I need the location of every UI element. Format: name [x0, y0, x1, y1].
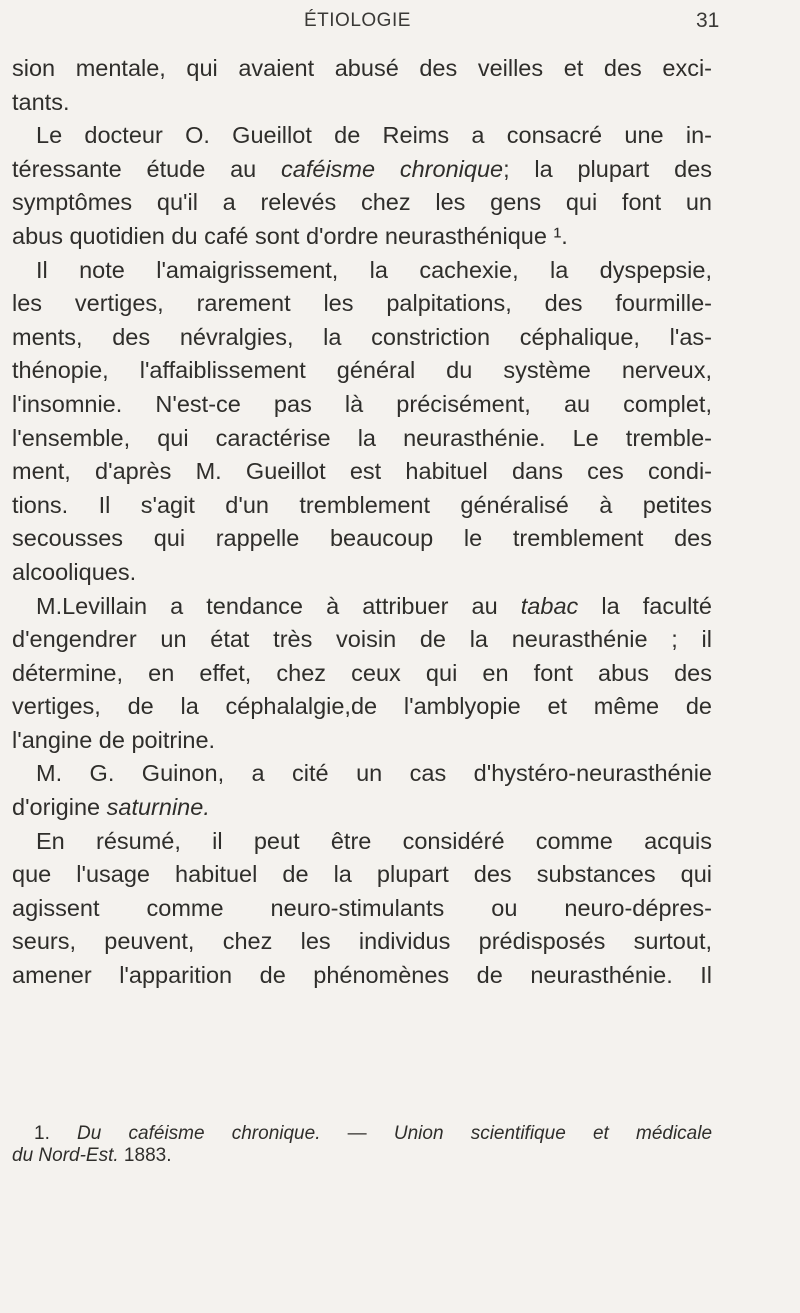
text-line: [12, 590, 712, 624]
text-line: [12, 119, 712, 153]
italic-text: Union scientifique et médicale: [393, 1123, 713, 1144]
italic-text: tabac: [520, 592, 579, 619]
text-line: [12, 321, 712, 355]
text-segment: d'engendrer un état très voisin de la neurasthénie ; il: [12, 626, 712, 653]
text-line: [12, 52, 712, 86]
text-segment: M.Levillain a tendance à attribuer au: [36, 592, 521, 619]
text-segment: l'angine de poitrine.: [12, 726, 216, 753]
running-title: ÉTIOLOGIE: [304, 10, 411, 31]
text-segment: vertiges, de la céphalalgie,de l'amblyopie et même de: [12, 693, 712, 720]
text-segment: En résumé, il peut être considéré comme acquis: [36, 827, 712, 854]
text-line: [12, 522, 712, 556]
text-segment: sion mentale, qui avaient abusé des veilles et des exci-: [12, 55, 712, 81]
text-line: [12, 892, 712, 926]
text-line: [12, 254, 712, 288]
text-segment: Il note l'amaigrissement, la cachexie, la dyspepsie,: [36, 256, 712, 283]
text-line: [12, 422, 712, 456]
text-segment: détermine, en effet, chez ceux qui en font abus des: [12, 659, 712, 686]
text-segment: secousses qui rappelle beaucoup le tremblement des: [12, 525, 712, 552]
text-segment: tants.: [12, 88, 70, 115]
text-segment: l'insomnie. N'est-ce pas là précisément, au complet,: [12, 390, 712, 417]
text-segment: Le docteur O. Gueillot de Reims a consacré une in-: [36, 122, 712, 149]
italic-text: Du caféisme chronique.: [77, 1123, 321, 1144]
text-line: [12, 623, 712, 657]
text-segment: 1883.: [118, 1145, 172, 1166]
footnote-line: [12, 1123, 712, 1145]
text-line: [12, 489, 712, 523]
text-line: [12, 757, 712, 791]
text-segment: les vertiges, rarement les palpitations, des fourmille-: [12, 290, 712, 317]
text-segment: —: [320, 1123, 394, 1144]
text-segment: que l'usage habituel de la plupart des substances qui: [12, 861, 712, 888]
text-segment: d'origine: [12, 794, 107, 821]
text-segment: symptômes qu'il a relevés chez les gens qui font un: [12, 189, 712, 216]
text-segment: M. G. Guinon, a cité un cas d'hystéro-neurasthénie: [36, 760, 712, 787]
footnote-line: [12, 1145, 712, 1167]
text-segment: 1.: [34, 1123, 78, 1144]
text-line: [12, 354, 712, 388]
italic-text: saturnine.: [106, 794, 210, 821]
text-line: [12, 86, 712, 120]
text-segment: l'ensemble, qui caractérise la neurasthénie. Le tremble-: [12, 424, 712, 451]
text-segment: ments, des névralgies, la constriction céphalique, l'as-: [12, 323, 712, 350]
text-line: [12, 959, 712, 993]
text-line: [12, 186, 712, 220]
text-segment: la faculté: [578, 592, 713, 619]
italic-text: caféisme chronique: [281, 155, 504, 182]
footnote: [12, 1123, 712, 1167]
text-segment: alcooliques.: [12, 558, 137, 585]
text-line: [12, 388, 712, 422]
text-segment: thénopie, l'affaiblissement général du système nerveux,: [12, 357, 712, 384]
text-segment: téressante étude au: [12, 155, 282, 182]
italic-text: du Nord-Est.: [12, 1145, 119, 1166]
text-segment: seurs, peuvent, chez les individus prédisposés surtout,: [12, 928, 712, 955]
page-header: [0, 10, 800, 46]
text-segment: amener l'apparition de phénomènes de neurasthénie. Il: [12, 962, 712, 989]
text-segment: tions. Il s'agit d'un tremblement généralisé à petites: [12, 491, 712, 518]
text-line: [12, 455, 712, 489]
text-line: [12, 825, 712, 859]
text-line: [12, 153, 712, 187]
text-line: [12, 690, 712, 724]
text-line: [12, 287, 712, 321]
text-line: [12, 858, 712, 892]
text-segment: ment, d'après M. Gueillot est habituel dans ces condi-: [12, 458, 712, 485]
text-line: [12, 657, 712, 691]
text-line: [12, 925, 712, 959]
text-line: [12, 724, 712, 758]
text-segment: agissent comme neuro-stimulants ou neuro-dépres-: [12, 894, 712, 921]
body-text: [12, 52, 712, 993]
text-segment: abus quotidien du café sont d'ordre neurasthénique ¹.: [12, 222, 568, 249]
text-segment: ; la plupart des: [503, 155, 713, 182]
page-number: 31: [696, 9, 720, 32]
text-line: [12, 220, 712, 254]
text-line: [12, 556, 712, 590]
text-line: [12, 791, 712, 825]
